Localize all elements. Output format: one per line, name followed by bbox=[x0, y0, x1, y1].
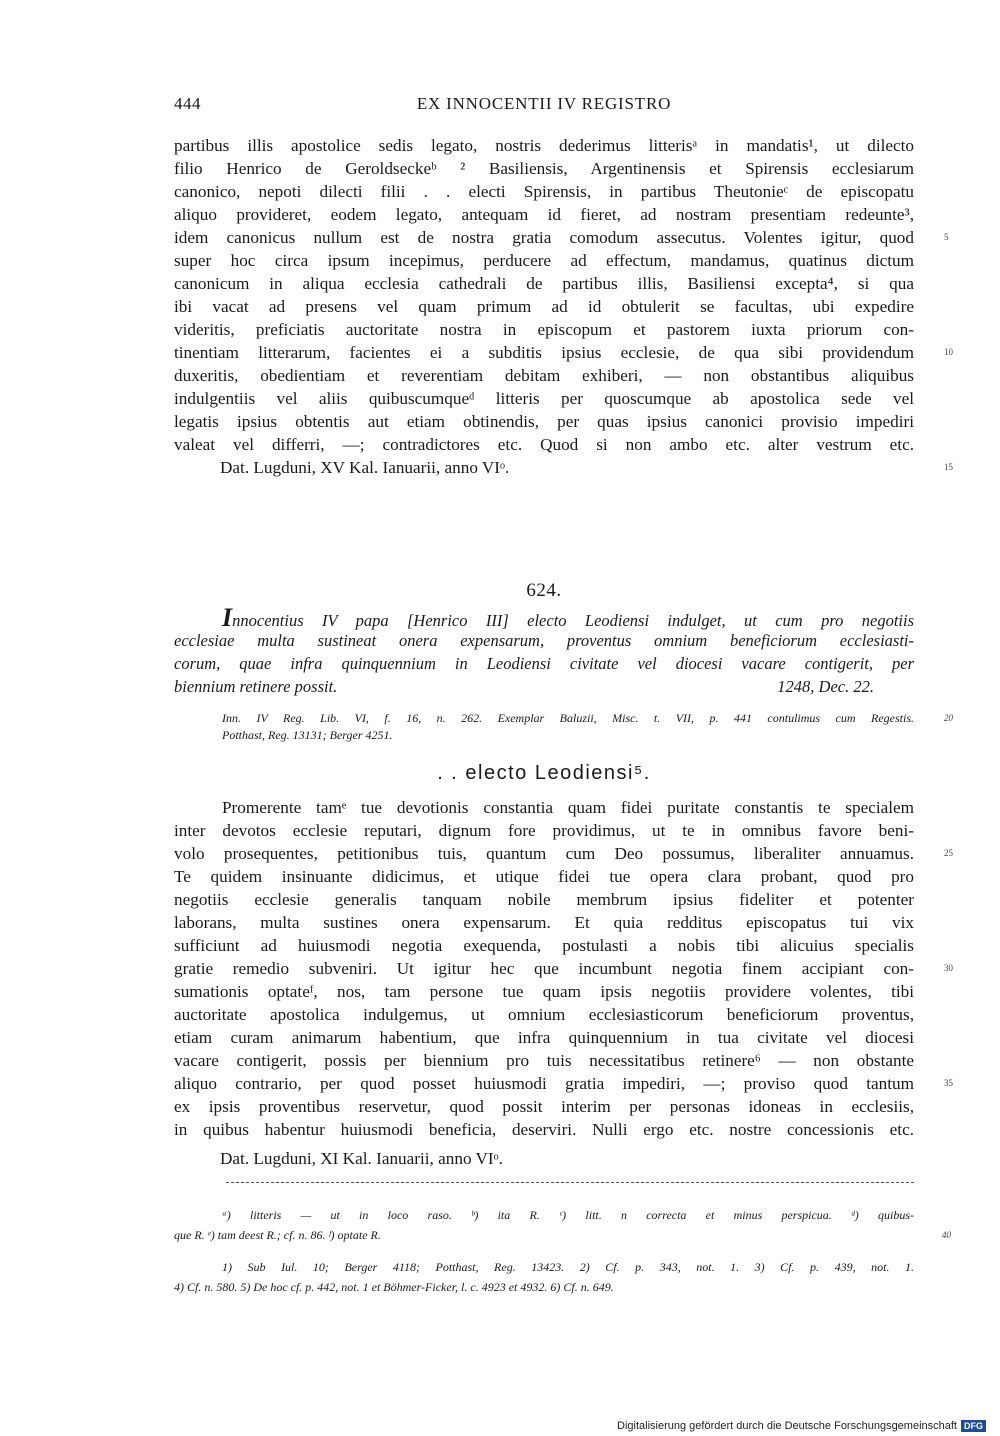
text-line bbox=[174, 387, 914, 410]
line-text: indulgentiis vel aliis quibuscumqueᵈ litteris per quoscumque ab apostolica sede vel bbox=[174, 389, 914, 408]
line-text: Potthast, Reg. 13131; Berger 4251. bbox=[222, 728, 393, 742]
line-text: nnocentius IV papa [Henrico III] electo Leodiensi indulget, ut cum pro negotiis bbox=[232, 611, 914, 630]
text-line bbox=[174, 1277, 914, 1297]
text-line bbox=[174, 180, 914, 203]
line-text: valeat vel differri, —; contradictores etc. Quod si non ambo etc. alter vestrum etc. bbox=[174, 435, 914, 454]
text-line bbox=[174, 1003, 914, 1026]
line-text: auctoritate apostolica indulgemus, ut omnium ecclesiasticorum beneficiorum proventus, bbox=[174, 1005, 914, 1024]
footer-text: Digitalisierung gefördert durch die Deutsche Forschungsgemeinschaft bbox=[617, 1420, 957, 1432]
dating-clause bbox=[174, 456, 953, 479]
regest bbox=[174, 603, 914, 698]
line-text: idem canonicus nullum est de nostra gratia comodum assecutus. Volentes igitur, quod bbox=[174, 228, 914, 247]
line-text: 4) Cf. n. 580. 5) De hoc cf. p. 442, not. 1 et Böhmer-Ficker, l. c. 4923 et 4932. 6) Cf. n. 649. bbox=[174, 1280, 614, 1294]
line-text: biennium retinere possit. bbox=[174, 677, 338, 696]
line-text: super hoc circa ipsum incepimus, perducere ad effectum, mandamus, quatinus dictum bbox=[174, 251, 914, 270]
line-text: aliquo provideret, eodem legato, antequam id fieret, ad nostram presentiam redeunte³, bbox=[174, 205, 914, 224]
line-text: duxeritis, obedientiam et reverentiam debitam exhiberi, — non obstantibus aliquibus bbox=[174, 366, 914, 385]
line-text: tinentiam litterarum, facientes ei a subditis ipsius ecclesie, de qua sibi providendum bbox=[174, 343, 914, 362]
text-line bbox=[174, 1049, 914, 1072]
line-text: que R. ᵉ) tam deest R.; cf. n. 86. ᶠ) optate R. bbox=[174, 1228, 381, 1242]
text-line bbox=[174, 272, 914, 295]
text-line bbox=[174, 911, 914, 934]
text-line bbox=[174, 1118, 914, 1141]
line-text: sufficiunt ad huiusmodi negotia exequenda, postulasti a nobis tibi alicuius specialis bbox=[174, 936, 914, 955]
regest-line bbox=[222, 603, 914, 632]
line-text: canonico, nepoti dilecti filii . . electi Spirensis, in partibus Theutonieᶜ de episcopatu bbox=[174, 182, 914, 201]
line-text: ex ipsis proventibus reservetur, quod possit interim per personas idoneas in ecclesiis, bbox=[174, 1097, 914, 1116]
line-text: canonicum in aliqua ecclesia cathedrali de partibus illis, Basiliensi excepta⁴, si qua bbox=[174, 274, 914, 293]
text-line bbox=[174, 842, 953, 865]
document-number: 624. bbox=[526, 580, 562, 601]
footnote-divider bbox=[226, 1182, 914, 1183]
regest-date: 1248, Dec. 22. bbox=[777, 677, 874, 696]
line-text: vacare contigerit, possis per biennium pro tuis necessitatibus retinere⁶ — non obstante bbox=[174, 1051, 914, 1070]
line-text: ibi vacat ad presens vel quam primum ad id obtulerit se facultas, ubi expedire bbox=[174, 297, 914, 316]
text-line bbox=[174, 1205, 914, 1225]
line-number: 40 bbox=[942, 1230, 951, 1240]
line-text: volo prosequentes, petitionibus tuis, quantum cum Deo possumus, liberaliter annuamus. bbox=[174, 844, 914, 863]
line-number: 20 bbox=[944, 713, 953, 723]
regest-line bbox=[174, 629, 914, 652]
address-line: . . electo Leodiensi⁵. bbox=[437, 762, 651, 784]
text-line bbox=[174, 980, 914, 1003]
page-number: 444 bbox=[174, 94, 201, 113]
text-line bbox=[222, 727, 914, 744]
regest-line bbox=[174, 675, 914, 698]
text-line bbox=[174, 410, 914, 433]
line-text: Inn. IV Reg. Lib. VI, f. 16, n. 262. Exemplar Baluzii, Misc. t. VII, p. 441 contulimus cum Regestis. bbox=[222, 711, 914, 725]
line-text: gratie remedio subveniri. Ut igitur hec que incumbunt negotia finem accipiant con- bbox=[174, 959, 914, 978]
line-number: 15 bbox=[944, 462, 953, 472]
text-line bbox=[174, 157, 914, 180]
line-text: ᵃ) litteris — ut in loco raso. ᵇ) ita R. ᶜ) litt. n correcta et minus perspicua. ᵈ) quibus- bbox=[222, 1208, 914, 1222]
line-text: Te quidem insinuante didicimus, et utique fidei tue opera clara probant, quod pro bbox=[174, 867, 914, 886]
line-text: inter devotos ecclesie reputari, dignum fore providimus, ut te in omnibus favore beni- bbox=[174, 821, 914, 840]
text-line bbox=[174, 957, 953, 980]
line-text: videritis, preficiatis auctoritate nostra in episcopum et pastorem iuxta priorum con- bbox=[174, 320, 914, 339]
line-text: legatis ipsius obtentis aut etiam obtinendis, per quas ipsius canonici provisio impediri bbox=[174, 412, 914, 431]
text-line bbox=[174, 318, 914, 341]
line-number: 35 bbox=[944, 1078, 953, 1088]
line-text: negotiis ecclesie generalis tanquam nobile membrum ipsius fideliter et potenter bbox=[174, 890, 914, 909]
footer-credit bbox=[617, 1420, 986, 1432]
text-line bbox=[174, 819, 914, 842]
text-line bbox=[174, 341, 953, 364]
dfg-logo-icon: DFG bbox=[961, 1420, 986, 1432]
text-line bbox=[222, 710, 953, 727]
line-number: 10 bbox=[944, 347, 953, 357]
source-note bbox=[222, 710, 953, 744]
line-number: 5 bbox=[944, 232, 949, 242]
line-number: 30 bbox=[944, 963, 953, 973]
text-line bbox=[174, 134, 914, 157]
text-line bbox=[174, 1257, 914, 1277]
dating-clause bbox=[174, 1147, 914, 1170]
text-line bbox=[174, 1072, 953, 1095]
footnotes bbox=[174, 1205, 951, 1297]
line-text: laborans, multa sustines onera expensarum. Et quia redditus episcopatus tui vix bbox=[174, 913, 914, 932]
regest-line bbox=[174, 652, 914, 675]
text-line bbox=[174, 1095, 914, 1118]
text-line bbox=[174, 934, 914, 957]
text-section-1 bbox=[174, 134, 953, 479]
text-line bbox=[174, 1225, 951, 1245]
line-text: ecclesiae multa sustineat onera expensarum, proventus omnium beneficiorum ecclesiasti- bbox=[174, 631, 914, 650]
text-line bbox=[174, 249, 914, 272]
text-line bbox=[174, 865, 914, 888]
regest-initial: I bbox=[222, 603, 233, 632]
line-text: 1) Sub Iul. 10; Berger 4118; Potthast, Reg. 13423. 2) Cf. p. 343, not. 1. 3) Cf. p. 439, not. 1. bbox=[222, 1260, 914, 1274]
line-text: Dat. Lugduni, XV Kal. Ianuarii, anno VIᵒ. bbox=[220, 458, 510, 477]
line-text: corum, quae infra quinquennium in Leodiensi civitate vel diocesi vacare contigerit, per bbox=[174, 654, 914, 673]
text-line bbox=[174, 433, 914, 456]
text-line bbox=[174, 1026, 914, 1049]
line-text: partibus illis apostolice sedis legato, nostris dederimus litterisᵃ in mandatis¹, ut dilecto bbox=[174, 136, 914, 155]
text-line bbox=[174, 796, 914, 819]
text-line bbox=[174, 295, 914, 318]
line-text: sumationis optateᶠ, nos, tam persone tue quam ipsis negotiis providere volentes, tibi bbox=[174, 982, 914, 1001]
line-text: filio Henrico de Geroldseckeᵇ ² Basiliensis, Argentinensis et Spirensis ecclesiarum bbox=[174, 159, 914, 178]
text-section-2 bbox=[174, 796, 953, 1170]
line-text: Dat. Lugduni, XI Kal. Ianuarii, anno VIᵒ. bbox=[220, 1149, 503, 1168]
spacer bbox=[174, 1245, 914, 1257]
line-text: Promerente tamᵉ tue devotionis constantia quam fidei puritate constantis te specialem bbox=[222, 798, 914, 817]
text-line bbox=[174, 364, 914, 387]
line-text: in quibus habentur huiusmodi beneficia, deserviri. Nulli ergo etc. nostre concessionis etc. bbox=[174, 1120, 914, 1139]
line-text: aliquo contrario, per quod posset huiusmodi gratia impediri, —; proviso quod tantum bbox=[174, 1074, 914, 1093]
running-title: EX INNOCENTII IV REGISTRO bbox=[416, 94, 672, 113]
running-header bbox=[174, 94, 914, 118]
line-number: 25 bbox=[944, 848, 953, 858]
text-line bbox=[174, 226, 949, 249]
text-line bbox=[174, 203, 914, 226]
line-text: etiam curam animarum habentium, que infra quinquennium in tua civitate vel diocesi bbox=[174, 1028, 914, 1047]
text-line bbox=[174, 888, 914, 911]
